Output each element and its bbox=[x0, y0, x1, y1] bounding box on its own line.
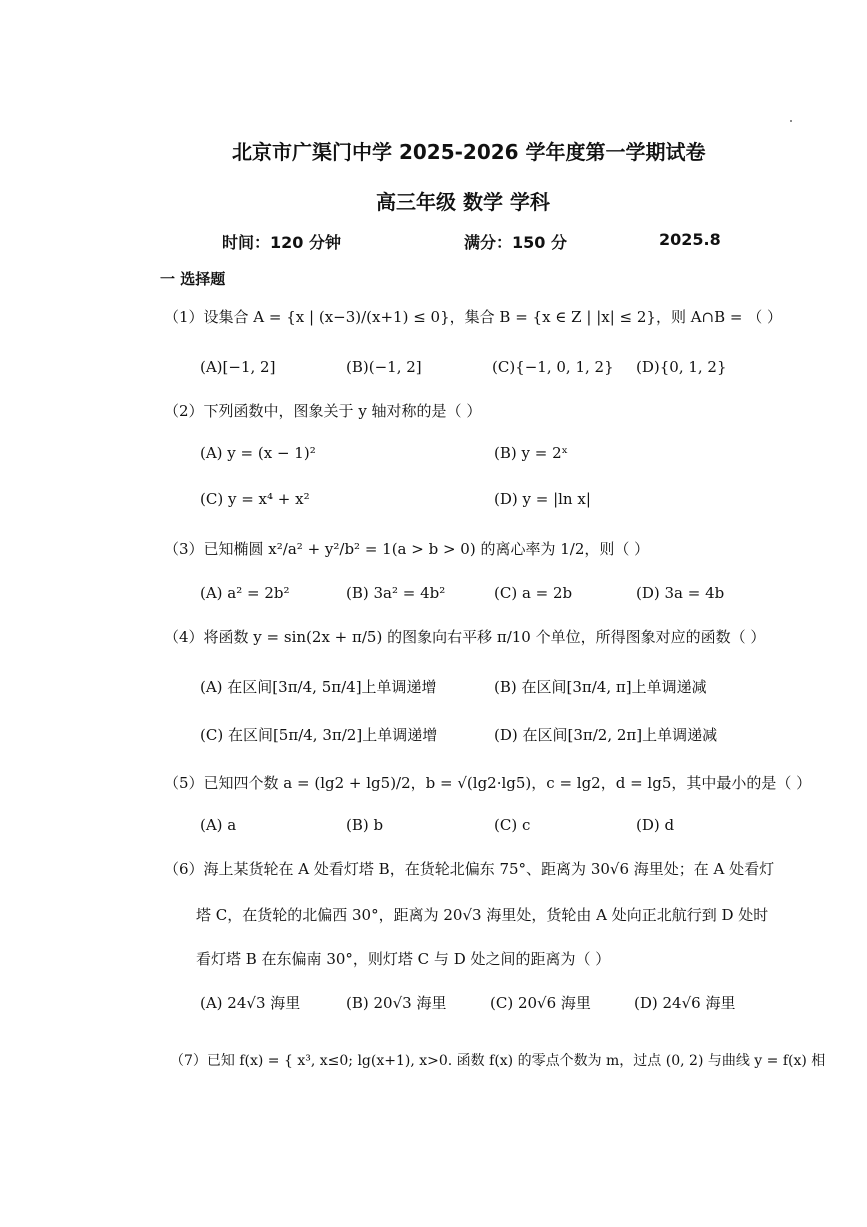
question-3-stem: （3）已知椭圆 x²/a² + y²/b² = 1(a > b > 0) 的离心率为 1/2，则（ ） bbox=[164, 540, 650, 558]
question-1-stem: （1）设集合 A = {x | (x−3)/(x+1) ≤ 0}，集合 B = {x ∈ Z | |x| ≤ 2}，则 A∩B = （ ） bbox=[164, 308, 783, 326]
question-6-line-1: （6）海上某货轮在 A 处看灯塔 B，在货轮北偏东 75°、距离为 30√6 海里处；在 A 处看灯 bbox=[164, 860, 775, 878]
question-6-line-2: 塔 C，在货轮的北偏西 30°，距离为 20√3 海里处，货轮由 A 处向正北航行到 D 处时 bbox=[196, 906, 769, 924]
q3-option-b: (B) 3a² = 4b² bbox=[346, 584, 446, 602]
q3-option-a: (A) a² = 2b² bbox=[200, 584, 290, 602]
q4-option-b: (B) 在区间[3π/4, π]上单调递减 bbox=[494, 678, 707, 696]
q5-option-a: (A) a bbox=[200, 816, 237, 834]
q2-option-a: (A) y = (x − 1)² bbox=[200, 444, 316, 462]
q2-option-b: (B) y = 2ˣ bbox=[494, 444, 568, 462]
q5-option-d: (D) d bbox=[636, 816, 675, 834]
q4-option-c: (C) 在区间[5π/4, 3π/2]上单调递增 bbox=[200, 726, 438, 744]
q4-option-a: (A) 在区间[3π/4, 5π/4]上单调递增 bbox=[200, 678, 437, 696]
q6-option-b: (B) 20√3 海里 bbox=[346, 994, 447, 1012]
q1-option-b: (B)(−1, 2] bbox=[346, 358, 422, 376]
q1-option-c: (C){−1, 0, 1, 2} bbox=[492, 358, 614, 376]
q4-option-d: (D) 在区间[3π/2, 2π]上单调递减 bbox=[494, 726, 718, 744]
q6-option-c: (C) 20√6 海里 bbox=[490, 994, 591, 1012]
q3-option-d: (D) 3a = 4b bbox=[636, 584, 725, 602]
q5-option-b: (B) b bbox=[346, 816, 384, 834]
question-4-stem: （4）将函数 y = sin(2x + π/5) 的图象向右平移 π/10 个单位，所得图象对应的函数（ ） bbox=[164, 628, 766, 646]
exam-date: 2025.8 bbox=[659, 230, 721, 249]
exam-time: 时间：120 分钟 bbox=[222, 233, 341, 252]
exam-title: 北京市广渠门中学 2025-2026 学年度第一学期试卷 bbox=[232, 140, 706, 164]
question-2-stem: （2）下列函数中，图象关于 y 轴对称的是（ ） bbox=[164, 402, 482, 420]
question-5-stem: （5）已知四个数 a = (lg2 + lg5)/2，b = √(lg2·lg5)，c = lg2，d = lg5，其中最小的是（ ） bbox=[164, 774, 812, 792]
q5-option-c: (C) c bbox=[494, 816, 531, 834]
q2-option-c: (C) y = x⁴ + x² bbox=[200, 490, 310, 508]
scan-speck bbox=[790, 120, 792, 122]
q1-option-a: (A)[−1, 2] bbox=[200, 358, 276, 376]
q6-option-d: (D) 24√6 海里 bbox=[634, 994, 736, 1012]
section-heading: 一 选择题 bbox=[160, 270, 226, 288]
question-7-stem: （7）已知 f(x) = { x³, x≤0; lg(x+1), x>0. 函数 f(x) 的零点个数为 m，过点 (0, 2) 与曲线 y = f(x) 相 bbox=[170, 1053, 826, 1069]
q6-option-a: (A) 24√3 海里 bbox=[200, 994, 301, 1012]
q2-option-d: (D) y = |ln x| bbox=[494, 490, 591, 508]
exam-subtitle: 高三年级 数学 学科 bbox=[376, 190, 550, 214]
q1-option-d: (D){0, 1, 2} bbox=[636, 358, 727, 376]
question-6-line-3: 看灯塔 B 在东偏南 30°，则灯塔 C 与 D 处之间的距离为（ ） bbox=[196, 950, 611, 968]
q3-option-c: (C) a = 2b bbox=[494, 584, 573, 602]
exam-score: 满分：150 分 bbox=[464, 233, 567, 252]
